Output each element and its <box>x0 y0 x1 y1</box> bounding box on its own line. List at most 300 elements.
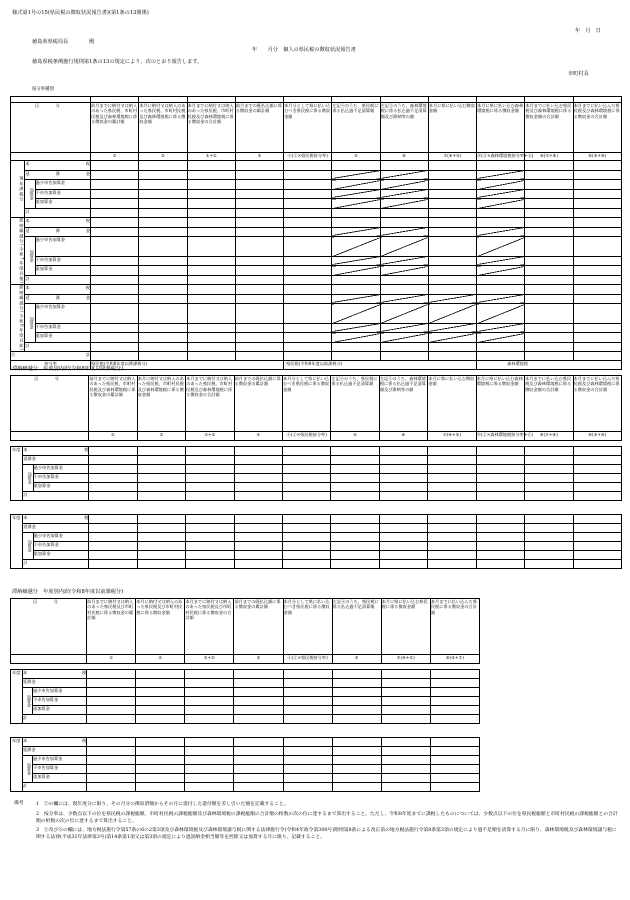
column-header: 本月までに払い込んだ県民税及び森林環境税に係る徴収金の合計額 <box>573 376 621 432</box>
data-cell <box>234 483 282 492</box>
data-cell <box>235 304 283 324</box>
row-label-kasho: 過少申告加算金 <box>35 237 90 257</box>
data-cell <box>87 774 136 783</box>
data-cell <box>187 189 235 199</box>
column-number: ⑥ <box>379 432 427 441</box>
data-cell <box>381 670 430 679</box>
data-cell <box>137 492 185 501</box>
row-label-entaikin: 延滞金 <box>23 679 87 688</box>
data-cell <box>187 237 235 257</box>
data-cell <box>284 237 332 257</box>
data-cell <box>91 323 139 333</box>
data-cell <box>573 533 621 542</box>
data-cell <box>284 342 332 352</box>
year-row <box>11 738 480 747</box>
row-label-kasho: 過少申告加算金 <box>35 180 90 190</box>
gap-row <box>11 724 480 738</box>
data-cell <box>235 237 283 257</box>
data-cell <box>139 189 187 199</box>
section3-title: 滞納繰越分 年度別内訳(令和8年度以前課税分) <box>12 589 124 595</box>
data-cell <box>380 294 428 304</box>
data-cell <box>573 542 621 551</box>
data-cell <box>332 738 381 747</box>
data-cell <box>234 783 283 792</box>
column-header: 本月までに納付又は納入のあった県民税及び市町村民税に係る徴収金の合計額 <box>185 599 234 655</box>
data-cell <box>284 352 332 361</box>
data-cell <box>91 180 139 190</box>
column-number: ① <box>87 655 136 664</box>
data-cell <box>91 352 139 361</box>
data-cell <box>284 333 332 343</box>
data-cell <box>136 715 185 724</box>
data-cell <box>430 688 479 697</box>
data-cell <box>235 218 283 228</box>
data-cell <box>234 515 282 524</box>
data-cell <box>525 180 573 190</box>
data-cell <box>91 285 139 295</box>
data-cell <box>428 294 476 304</box>
data-cell <box>573 199 621 209</box>
data-cell <box>332 189 380 199</box>
section2-title: 滞納繰越分 年度別内訳(令和8年度以降課税分) <box>12 366 124 372</box>
data-cell <box>332 352 380 361</box>
data-cell <box>525 492 573 501</box>
data-cell <box>331 542 379 551</box>
data-cell <box>477 285 525 295</box>
data-cell <box>185 679 234 688</box>
year-row <box>11 679 480 688</box>
row-label-fushinkoku: 不申告加算金 <box>33 474 89 483</box>
data-cell <box>91 333 139 343</box>
row-label-fushinkoku: 不申告加算金 <box>35 256 90 266</box>
data-cell <box>476 533 524 542</box>
data-cell <box>477 170 525 180</box>
data-cell <box>332 323 380 333</box>
data-cell <box>234 551 282 560</box>
data-cell <box>525 342 573 352</box>
column-number: ② <box>137 432 185 441</box>
data-cell <box>430 747 479 756</box>
data-cell <box>573 515 621 524</box>
data-cell <box>430 715 479 724</box>
data-cell <box>331 533 379 542</box>
data-cell <box>185 715 234 724</box>
data-cell <box>137 447 185 456</box>
addressee: 徳島県県税局長 殿 <box>32 39 95 45</box>
year-row <box>11 515 622 524</box>
data-cell <box>525 227 573 237</box>
data-cell <box>187 266 235 276</box>
data-cell <box>234 524 282 533</box>
group-row <box>11 333 622 343</box>
data-cell <box>89 456 137 465</box>
data-cell <box>186 483 234 492</box>
data-cell <box>332 266 380 276</box>
data-cell <box>234 465 282 474</box>
data-cell <box>234 560 282 569</box>
data-cell <box>428 285 476 295</box>
data-cell <box>235 161 283 171</box>
row-label-entaikin: 延滞金 <box>23 456 89 465</box>
data-cell <box>332 670 381 679</box>
data-cell <box>136 706 185 715</box>
data-cell <box>477 323 525 333</box>
data-cell <box>87 697 136 706</box>
data-cell <box>284 304 332 324</box>
signer: 市町村長 <box>568 71 589 77</box>
data-cell <box>331 483 379 492</box>
data-cell <box>91 294 139 304</box>
row-label-kasankin: 加算金 <box>25 180 35 209</box>
data-cell <box>89 515 137 524</box>
data-cell <box>137 515 185 524</box>
data-cell <box>525 524 573 533</box>
column-header: 本月に県に払い込む県民税に係る徴収金額 <box>381 599 430 655</box>
column-number: ③ <box>235 153 283 161</box>
breakdown-table-old <box>10 598 480 792</box>
data-cell <box>379 515 427 524</box>
data-cell <box>283 542 331 551</box>
data-cell <box>87 747 136 756</box>
data-cell <box>332 706 381 715</box>
data-cell <box>89 483 137 492</box>
data-cell <box>187 227 235 237</box>
row-label-juka: 重加算金 <box>33 483 89 492</box>
data-cell <box>525 456 573 465</box>
data-cell <box>89 551 137 560</box>
data-cell <box>89 560 137 569</box>
data-cell <box>186 542 234 551</box>
column-number: ⑥ <box>380 153 428 161</box>
row-label-kei: 計 <box>25 342 91 352</box>
data-cell <box>379 465 427 474</box>
data-cell <box>234 688 283 697</box>
data-cell <box>525 161 573 171</box>
data-cell <box>477 333 525 343</box>
data-cell <box>234 756 283 765</box>
data-cell <box>87 765 136 774</box>
data-cell <box>283 515 331 524</box>
data-cell <box>331 456 379 465</box>
data-cell <box>89 533 137 542</box>
data-cell <box>235 294 283 304</box>
data-cell <box>234 542 282 551</box>
data-cell <box>428 333 476 343</box>
data-cell <box>332 275 380 285</box>
data-cell <box>185 697 234 706</box>
year-row <box>11 456 622 465</box>
data-cell <box>284 170 332 180</box>
data-cell <box>525 560 573 569</box>
main-table <box>10 96 622 370</box>
column-header: 前月までに納付又は納入のあった県民税及び市町村民税に係る徴収金の累計額 <box>87 599 136 655</box>
data-cell <box>91 237 139 257</box>
data-cell <box>187 333 235 343</box>
data-cell <box>139 285 187 295</box>
data-cell <box>477 304 525 324</box>
data-cell <box>380 342 428 352</box>
data-cell <box>89 492 137 501</box>
data-cell <box>332 285 380 295</box>
column-header: 本月に県に払い込む徴収金額 <box>428 376 476 432</box>
data-cell <box>380 304 428 324</box>
data-cell <box>283 551 331 560</box>
data-cell <box>331 492 379 501</box>
data-cell <box>186 524 234 533</box>
data-cell <box>87 715 136 724</box>
column-number: ⑧(②×森林環境税按分率+⑥) <box>476 432 524 441</box>
column-number: ③ <box>234 432 282 441</box>
column-header: 左記④のうち、県民税に係る払込過不足清算額 <box>332 103 380 153</box>
group-row <box>11 170 622 180</box>
column-header: 本月に納付又は納入のあった県民税、市町村民税及び森林環境税に係る徴収金額 <box>137 376 185 432</box>
column-number: ② <box>136 655 185 664</box>
group-row <box>11 323 622 333</box>
data-cell <box>91 227 139 237</box>
group-row <box>11 342 622 352</box>
data-cell <box>332 170 380 180</box>
data-cell <box>332 180 380 190</box>
data-cell <box>525 551 573 560</box>
data-cell <box>476 515 524 524</box>
data-cell <box>477 352 525 361</box>
data-cell <box>476 483 524 492</box>
data-cell <box>525 275 573 285</box>
data-cell <box>477 227 525 237</box>
row-label-kasankin: 加算金 <box>25 237 35 276</box>
data-cell <box>185 774 234 783</box>
data-cell <box>139 170 187 180</box>
data-cell <box>573 524 621 533</box>
data-cell <box>525 256 573 266</box>
data-cell <box>283 560 331 569</box>
data-cell <box>283 679 332 688</box>
data-cell <box>573 474 621 483</box>
data-cell <box>379 456 427 465</box>
total-row <box>11 352 622 361</box>
group-row <box>11 275 622 285</box>
data-cell <box>234 738 283 747</box>
data-cell <box>381 715 430 724</box>
data-cell <box>477 161 525 171</box>
data-cell <box>284 256 332 266</box>
data-cell <box>234 765 283 774</box>
group-label: 滞納繰越分(令和6年度以前) <box>11 285 25 352</box>
data-cell <box>379 560 427 569</box>
column-number: ② <box>139 153 187 161</box>
row-label-honzei: 本 税 <box>23 738 87 747</box>
data-cell <box>186 465 234 474</box>
data-cell <box>573 266 621 276</box>
column-number: ⑨(⑦+⑧) <box>525 432 573 441</box>
data-cell <box>137 524 185 533</box>
column-number: ① <box>91 153 139 161</box>
row-label-fushinkoku: 不申告加算金 <box>33 697 87 706</box>
data-cell <box>139 323 187 333</box>
year-row <box>11 524 622 533</box>
data-cell <box>283 447 331 456</box>
data-cell <box>525 170 573 180</box>
data-cell <box>284 199 332 209</box>
data-cell <box>525 447 573 456</box>
data-cell <box>573 342 621 352</box>
data-cell <box>381 688 430 697</box>
row-label-kei: 計 <box>25 275 91 285</box>
data-cell <box>428 533 476 542</box>
data-cell <box>428 266 476 276</box>
data-cell <box>234 474 282 483</box>
data-cell <box>186 456 234 465</box>
year-row <box>11 783 480 792</box>
row-label-entaikin: 延滞金 <box>25 227 91 237</box>
data-cell <box>139 180 187 190</box>
data-cell <box>187 180 235 190</box>
data-cell <box>332 697 381 706</box>
data-cell <box>234 456 282 465</box>
data-cell <box>283 715 332 724</box>
data-cell <box>380 275 428 285</box>
data-cell <box>87 783 136 792</box>
row-label-kasho: 過少申告加算金 <box>33 465 89 474</box>
data-cell <box>428 465 476 474</box>
column-header: 本月に県に払い込む徴収金額 <box>428 103 476 153</box>
anbun-label: 按分率種別 <box>32 87 54 92</box>
column-header: 本月に県に払い込む森林環境税に係る徴収金額 <box>477 103 525 153</box>
year-row <box>11 715 480 724</box>
data-cell <box>87 670 136 679</box>
column-number: ⑦(④+⑤) <box>381 655 430 664</box>
rate-a-label: 県民税(令和8年度以降課税分) <box>91 361 284 370</box>
data-cell <box>430 774 479 783</box>
data-cell <box>476 492 524 501</box>
data-cell <box>136 783 185 792</box>
column-header: 本月分として県に払い込むべき県民税に係る徴収金額 <box>283 599 332 655</box>
data-cell <box>283 465 331 474</box>
data-cell <box>332 227 380 237</box>
data-cell <box>139 227 187 237</box>
data-cell <box>187 323 235 333</box>
data-cell <box>331 524 379 533</box>
data-cell <box>89 542 137 551</box>
year-row <box>11 670 480 679</box>
data-cell <box>381 783 430 792</box>
column-header: 本月までに払い込む県民税及び森林環境税に係る徴収金額の合計額 <box>525 376 573 432</box>
data-cell <box>187 304 235 324</box>
data-cell <box>332 218 380 228</box>
data-cell <box>137 551 185 560</box>
date: 年 月 日 <box>575 28 601 34</box>
column-header: 本月に県に払い込む森林環境税に係る徴収金額 <box>476 376 524 432</box>
data-cell <box>331 551 379 560</box>
data-cell <box>525 285 573 295</box>
rate-label: 按分率 <box>11 361 91 370</box>
data-cell <box>284 323 332 333</box>
row-label-kei: 計 <box>25 208 91 218</box>
data-cell <box>283 483 331 492</box>
row-label-kei: 計 <box>23 715 87 724</box>
data-cell <box>428 474 476 483</box>
data-cell <box>379 533 427 542</box>
data-cell <box>477 342 525 352</box>
data-cell <box>525 199 573 209</box>
row-label-juka: 重加算金 <box>33 774 87 783</box>
data-cell <box>185 747 234 756</box>
data-cell <box>428 275 476 285</box>
group-row <box>11 294 622 304</box>
number-row <box>11 432 622 441</box>
data-cell <box>187 208 235 218</box>
column-header: 左記⑤のうち、森林環境税に係る払込過不足清算額及び滞納等の額 <box>379 376 427 432</box>
data-cell <box>379 447 427 456</box>
data-cell <box>91 275 139 285</box>
row-label-fushinkoku: 不申告加算金 <box>33 765 87 774</box>
data-cell <box>139 333 187 343</box>
data-cell <box>477 189 525 199</box>
data-cell <box>428 560 476 569</box>
data-cell <box>477 275 525 285</box>
data-cell <box>185 783 234 792</box>
data-cell <box>573 161 621 171</box>
row-label-honzei: 本 税 <box>25 161 91 171</box>
group-row <box>11 161 622 171</box>
data-cell <box>235 323 283 333</box>
rate-b-label: 県民税(令和8年度以前課税分) <box>284 361 477 370</box>
column-number: ⑨(⑦+⑧) <box>525 153 573 161</box>
data-cell <box>573 170 621 180</box>
data-cell <box>187 199 235 209</box>
data-cell <box>87 756 136 765</box>
column-number: ④(②×県民税按分率) <box>283 655 332 664</box>
data-cell <box>380 161 428 171</box>
gap-row <box>11 501 622 515</box>
data-cell <box>283 524 331 533</box>
row-label-kasankin: 加算金 <box>23 688 33 715</box>
data-cell <box>379 483 427 492</box>
gap-cell <box>11 724 480 738</box>
data-cell <box>573 208 621 218</box>
data-cell <box>573 237 621 257</box>
data-cell <box>381 747 430 756</box>
column-header: 本月に納付又は納入のあった県民税、市町村民税及び森林環境税に係る徴収金額 <box>139 103 187 153</box>
kubun-header: 区 分 <box>11 376 89 432</box>
data-cell <box>428 180 476 190</box>
blank-cell <box>11 153 91 161</box>
data-cell <box>234 715 283 724</box>
data-cell <box>428 542 476 551</box>
column-number: ⑦(④+⑤) <box>428 432 476 441</box>
row-label-honzei: 本 税 <box>23 670 87 679</box>
data-cell <box>573 285 621 295</box>
data-cell <box>187 285 235 295</box>
data-cell <box>380 237 428 257</box>
row-label-juka: 重加算金 <box>35 266 90 276</box>
data-cell <box>477 256 525 266</box>
data-cell <box>477 237 525 257</box>
data-cell <box>331 447 379 456</box>
data-cell <box>380 285 428 295</box>
data-cell <box>476 524 524 533</box>
row-label-kasho: 過少申告加算金 <box>33 756 87 765</box>
data-cell <box>235 285 283 295</box>
data-cell <box>380 199 428 209</box>
note-1: 1 ②の欄には、現年度分に限り、その月分の徴収済額からその月に還付した還付額を差し引いた額を記載すること。 <box>36 802 289 807</box>
data-cell <box>186 551 234 560</box>
row-label-kasankin: 加算金 <box>23 465 33 492</box>
column-number: ④(②×県民税按分率) <box>283 432 331 441</box>
data-cell <box>139 218 187 228</box>
data-cell <box>525 218 573 228</box>
data-cell <box>525 323 573 333</box>
